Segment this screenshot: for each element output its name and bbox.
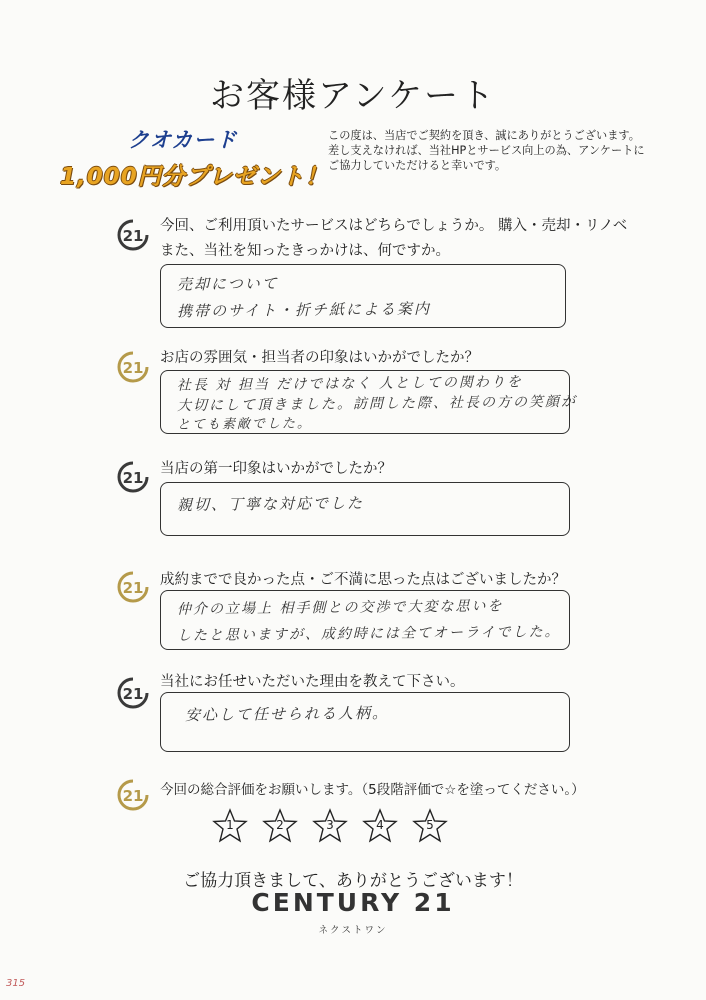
brand-logo: CENTURY 21: [251, 888, 455, 917]
badge-text: 21: [122, 359, 144, 377]
intro-line: 差し支えなければ、当社HPとサービス向上の為、アンケートに: [328, 144, 645, 157]
star-label: 2: [276, 818, 284, 832]
brand-subtitle: ネクストワン: [318, 925, 388, 936]
question-1-line-2: また、当社を知ったきっかけは、何ですか。: [160, 243, 450, 259]
question-2: お店の雰囲気・担当者の印象はいかがでしたか？: [160, 350, 479, 366]
star-label: 3: [326, 818, 334, 832]
century21-badge-icon: [116, 350, 150, 384]
answer-3-line-1: 親切、丁寧な対応でした: [176, 494, 365, 514]
badge-text: 21: [122, 227, 144, 245]
answer-2-line-1: 社長 対 担当 だけではなく 人としての関わりを: [176, 374, 523, 394]
star-label: 1: [226, 818, 234, 832]
rating-star-3[interactable]: [312, 808, 348, 844]
answer-box-2[interactable]: [160, 370, 578, 434]
answer-box-5[interactable]: [160, 692, 570, 752]
answer-5-line-1: 安心して任せられる人柄。: [184, 703, 390, 725]
badge-text: 21: [122, 579, 144, 597]
rating-star-2[interactable]: [262, 808, 298, 844]
badge-text: 21: [122, 787, 144, 805]
star-label: 5: [426, 818, 434, 832]
rating-star-5[interactable]: [412, 808, 448, 844]
question-3: 当店の第一印象はいかがでしたか？: [160, 461, 392, 477]
page-title: お客様アンケート: [210, 76, 496, 116]
rating-star-4[interactable]: [362, 808, 398, 844]
answer-1-line-1: 売却について: [176, 274, 279, 294]
badge-text: 21: [122, 469, 144, 487]
answer-box-1[interactable]: [160, 264, 566, 328]
answer-4-line-2: したと思いますが、成約時には全てオーライでした。: [176, 623, 561, 645]
answer-box-3[interactable]: [160, 482, 570, 536]
century21-badge-icon: [116, 676, 150, 710]
century21-badge-icon: [116, 778, 150, 812]
question-6: 今回の総合評価をお願いします。（5段階評価で☆を塗ってください。）: [160, 782, 585, 798]
answer-4-line-1: 仲介の立場上 相手側との交渉で大変な思いを: [176, 598, 504, 618]
question-1-line-1: 今回、ご利用頂いたサービスはどちらでしょうか。 購入・売却・リノベ: [160, 218, 628, 234]
answer-1-line-2: 携帯のサイト・折チ紙による案内: [176, 299, 432, 321]
star-label: 4: [376, 818, 384, 832]
question-5: 当社にお任せいただいた理由を教えて下さい。: [160, 674, 465, 690]
thanks-message: ご協力頂きまして、ありがとうございます！: [183, 871, 523, 891]
answer-2-line-3: とても素敵でした。: [176, 416, 313, 433]
century21-badge-icon: [116, 460, 150, 494]
promo-title: クオカード: [128, 128, 238, 152]
century21-badge-icon: [116, 570, 150, 604]
rating-stars: [212, 808, 448, 844]
intro-line: ご協力していただけると幸いです。: [328, 159, 507, 172]
answer-2-line-2: 大切にして頂きました。訪問した際、社長の方の笑顔が: [176, 393, 578, 415]
page-number: 315: [6, 978, 26, 989]
rating-star-1[interactable]: [212, 808, 248, 844]
promo-subtitle: 1,000円分プレゼント！: [60, 164, 329, 190]
badge-text: 21: [122, 685, 144, 703]
century21-badge-icon: [116, 218, 150, 252]
question-4: 成約までで良かった点・ご不満に思った点はございましたか？: [160, 572, 566, 588]
intro-line: この度は、当店でご契約を頂き、誠にありがとうございます。: [328, 129, 640, 142]
intro-text: [328, 128, 668, 173]
answer-box-4[interactable]: [160, 590, 570, 650]
